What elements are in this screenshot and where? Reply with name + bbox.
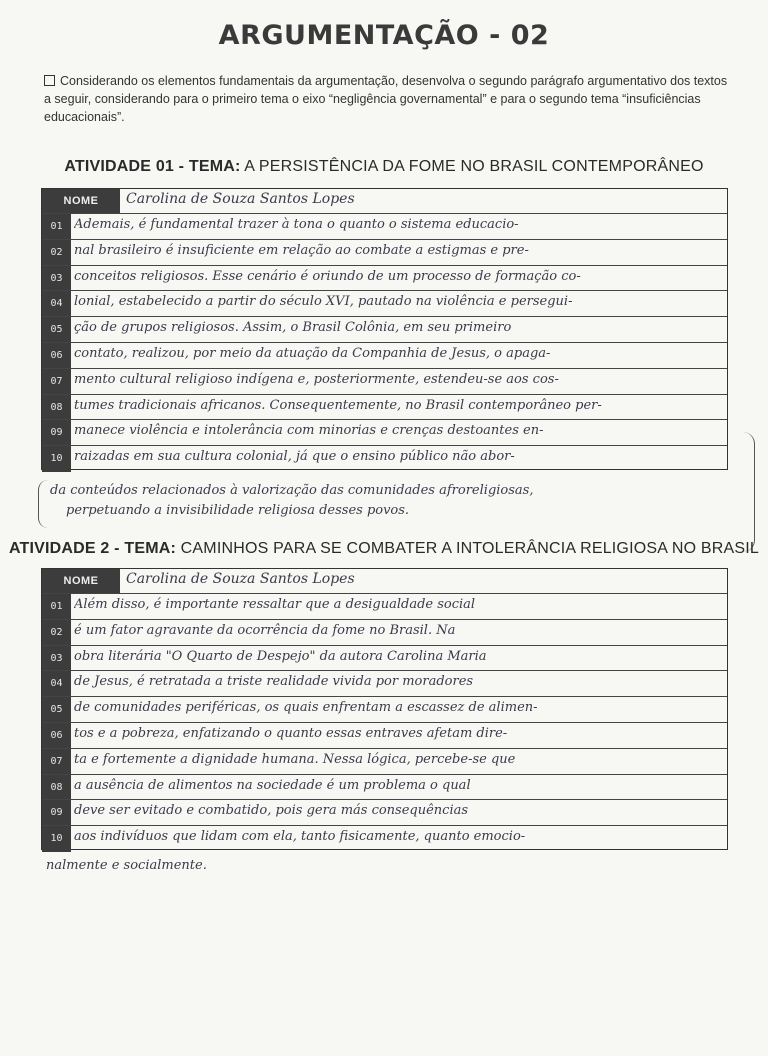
instructions-text: Considerando os elementos fundamentais da argumentação, desenvolva o segundo parágrafo argumentativo dos textos a seguir, considerando para o primeiro tema o eixo “negligência governamental” e para o segundo tema “insuficiências educacionais”. — [44, 74, 728, 124]
activity2-answer-line — [42, 748, 727, 775]
activity2-line-text: aos indivíduos que lidam com ela, tanto fisicamente, quanto emocio- — [74, 829, 526, 845]
activity2-line-text: é um fator agravante da ocorrência da fome no Brasil. Na — [74, 622, 456, 638]
activity2-answer-line — [42, 825, 727, 852]
activity2-line-text: deve ser evitado e combatido, pois gera más consequências — [74, 803, 469, 819]
activity2-line-text: Além disso, é importante ressaltar que a desigualdade social — [74, 597, 476, 612]
activity1-line-text: nal brasileiro é insuficiente em relação ao combate a estigmas e pre- — [74, 242, 529, 258]
activity2-line-number: 01 — [42, 594, 71, 620]
activity2-name-label: NOME — [42, 569, 120, 593]
activity1-line-number: 02 — [42, 240, 71, 266]
activity1-line-number: 10 — [42, 446, 71, 472]
activity1-line-text: contato, realizou, por meio da atuação da Companhia de Jesus, o apaga- — [74, 346, 551, 361]
activity1-line-number: 03 — [42, 266, 71, 292]
activity1-line-number: 05 — [42, 317, 71, 343]
activity2-line-number: 05 — [42, 697, 71, 723]
activity2-line-text: tos e a pobreza, enfatizando o quanto essas entraves afetam dire- — [74, 726, 508, 741]
activity2-answer-line — [42, 722, 727, 749]
activity1-line-text: manece violência e intolerância com minorias e crenças destoantes en- — [74, 423, 544, 439]
activity1-line-number: 06 — [42, 343, 71, 369]
activity1-answer-sheet — [41, 188, 728, 470]
activity1-answer-line — [42, 394, 727, 421]
activity1-heading-rest: A PERSISTÊNCIA DA FOME NO BRASIL CONTEMPORÂNEO — [240, 158, 704, 175]
activity1-answer-line — [42, 368, 727, 395]
activity2-line-number: 07 — [42, 749, 71, 775]
activity1-name-label: NOME — [42, 189, 120, 213]
activity1-line-text: raizadas em sua cultura colonial, já que o ensino público não abor- — [74, 449, 515, 465]
activity1-line-text: conceitos religiosos. Esse cenário é oriundo de um processo de formação co- — [74, 268, 581, 284]
activity1-overflow-line: perpetuando a invisibilidade religiosa desses povos. — [66, 503, 410, 518]
activity2-line-number: 08 — [42, 775, 71, 801]
activity2-line-number: 06 — [42, 723, 71, 749]
activity1-line-number: 07 — [42, 369, 71, 395]
activity2-line-number: 03 — [42, 646, 71, 672]
activity2-answer-line — [42, 645, 727, 672]
activity2-name-value: Carolina de Souza Santos Lopes — [126, 571, 355, 587]
activity1-answer-line — [42, 419, 727, 446]
activity2-overflow-line: nalmente e socialmente. — [46, 858, 207, 873]
activity2-line-number: 10 — [42, 826, 71, 852]
activity2-answer-sheet — [41, 568, 728, 850]
activity1-line-text: mento cultural religioso indígena e, posteriormente, estendeu-se aos cos- — [74, 371, 559, 387]
activity2-answer-line — [42, 593, 727, 620]
page-title: ARGUMENTAÇÃO - 02 — [218, 20, 550, 51]
activity2-line-text: obra literária "O Quarto de Despejo" da autora Carolina Maria — [74, 648, 487, 664]
activity1-line-number: 09 — [42, 420, 71, 446]
activity1-name-row — [42, 189, 727, 213]
activity1-line-number: 01 — [42, 214, 71, 240]
checkbox-icon — [44, 75, 55, 86]
activity1-answer-line — [42, 445, 727, 472]
activity2-line-text: de comunidades periféricas, os quais enfrentam a escassez de alimen- — [74, 700, 538, 716]
activity1-answer-line — [42, 265, 727, 292]
activity1-heading-bold: ATIVIDADE 01 - TEMA: — [64, 158, 241, 175]
activity2-heading — [0, 540, 768, 558]
activity2-answer-line — [42, 696, 727, 723]
activity1-answer-line — [42, 213, 727, 240]
activity2-line-number: 02 — [42, 620, 71, 646]
activity2-line-number: 09 — [42, 800, 71, 826]
activity1-answer-line — [42, 342, 727, 369]
activity1-line-text: ção de grupos religiosos. Assim, o Brasil Colônia, em seu primeiro — [74, 320, 512, 336]
activity2-answer-line — [42, 670, 727, 697]
activity1-line-number: 08 — [42, 395, 71, 421]
activity2-heading-rest: CAMINHOS PARA SE COMBATER A INTOLERÂNCIA RELIGIOSA NO BRASIL — [176, 540, 760, 557]
activity1-heading — [0, 158, 768, 176]
activity1-answer-line — [42, 239, 727, 266]
activity2-line-text: a ausência de alimentos na sociedade é um problema o qual — [74, 777, 471, 793]
activity1-answer-line — [42, 316, 727, 343]
activity1-line-number: 04 — [42, 291, 71, 317]
activity2-line-text: ta e fortemente a dignidade humana. Nessa lógica, percebe-se que — [74, 751, 516, 767]
instructions — [44, 72, 734, 126]
activity1-overflow-line: da conteúdos relacionados à valorização das comunidades afroreligiosas, — [50, 483, 534, 498]
activity2-line-number: 04 — [42, 671, 71, 697]
activity2-name-row — [42, 569, 727, 593]
activity2-line-text: de Jesus, é retratada a triste realidade vivida por moradores — [74, 674, 474, 690]
activity1-answer-line — [42, 290, 727, 317]
activity2-answer-line — [42, 774, 727, 801]
activity1-line-text: lonial, estabelecido a partir do século XVI, pautado na violência e persegui- — [74, 294, 573, 310]
activity1-line-text: tumes tradicionais africanos. Consequentemente, no Brasil contemporâneo per- — [74, 397, 602, 413]
activity2-answer-line — [42, 799, 727, 826]
activity1-line-text: Ademais, é fundamental trazer à tona o quanto o sistema educacio- — [74, 217, 519, 232]
activity2-answer-line — [42, 619, 727, 646]
activity1-name-value: Carolina de Souza Santos Lopes — [126, 191, 355, 207]
right-bracket-mark — [740, 432, 755, 552]
activity2-heading-bold: ATIVIDADE 2 - TEMA: — [8, 540, 177, 557]
